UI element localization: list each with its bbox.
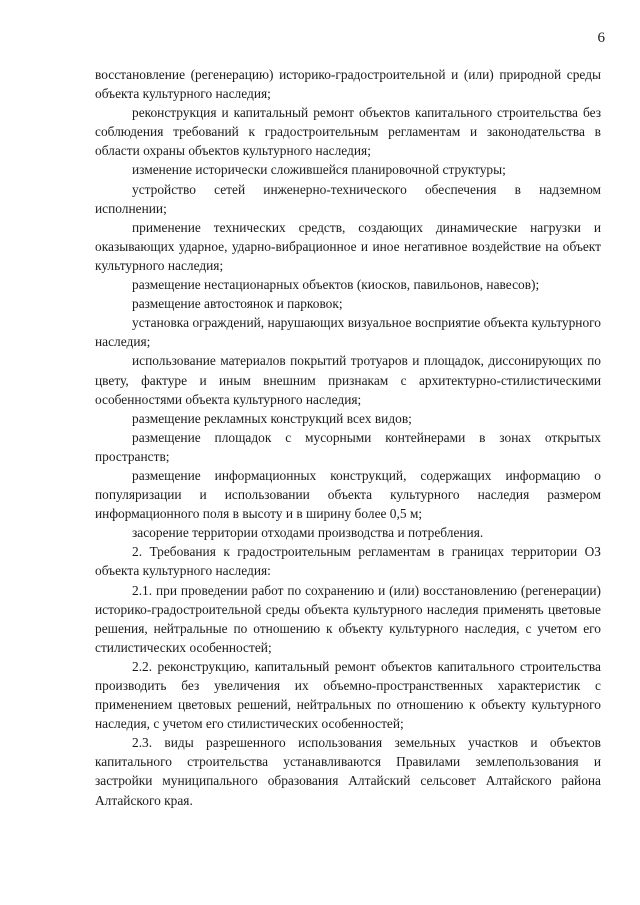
paragraph-11: размещение площадок с мусорными контейнерами в зонах открытых пространств;	[95, 429, 601, 464]
paragraph-8: установка ограждений, нарушающих визуальное восприятие объекта культурного наследия;	[95, 315, 601, 350]
paragraph-3: изменение исторически сложившейся планировочной структуры;	[132, 162, 506, 178]
paragraph-9: использование материалов покрытий тротуаров и площадок, диссонирующих по цвету, фактуре и иным внешним признакам с архитектурно-стилистическими особенностями объекта культурного наследия;	[95, 353, 601, 407]
paragraph-7: размещение автостоянок и парковок;	[132, 296, 343, 312]
paragraph-4: устройство сетей инженерно-технического обеспечения в надземном исполнении;	[95, 181, 601, 216]
paragraph-2: реконструкция и капитальный ремонт объектов капитального строительства без соблюдения требований к градостроительным регламентам и законодательства в области охраны объектов культурного наследия;	[95, 105, 601, 159]
section-2-heading: 2. Требования к градостроительным регламентам в границах территории ОЗ объекта культурного наследия:	[95, 544, 601, 579]
clause-2-1: 2.1. при проведении работ по сохранению и (или) восстановлению (регенерации) историко-градостроительной среды объекта культурного наследия применять цветовые решения, нейтральные по отношению к объекту культурного наследия, с учетом его стилистических особенностей;	[95, 582, 601, 655]
document-body	[95, 65, 601, 810]
paragraph-1: восстановление (регенерацию) историко-градостроительной и (или) природной среды объекта культурного наследия;	[95, 67, 601, 102]
paragraph-5: применение технических средств, создающих динамические нагрузки и оказывающих ударное, ударно-вибрационное и иное негативное воздействие на объект культурного наследия;	[95, 219, 601, 273]
paragraph-13: засорение территории отходами производства и потребления.	[132, 525, 484, 541]
page-number: 6	[597, 30, 605, 46]
clause-2-3: 2.3. виды разрешенного использования земельных участков и объектов капитального строительства устанавливаются Правилами землепользования и застройки муниципального образования Алтайский сельсовет Алтайского района Алтайского края.	[95, 735, 601, 808]
paragraph-6: размещение нестационарных объектов (киосков, павильонов, навесов);	[132, 277, 540, 293]
paragraph-10: размещение рекламных конструкций всех видов;	[132, 410, 412, 426]
paragraph-12: размещение информационных конструкций, содержащих информацию о популяризации и использовании объекта культурного наследия размером информационного поля в высоту и в ширину более 0,5 м;	[95, 467, 601, 522]
clause-2-2: 2.2. реконструкцию, капитальный ремонт объектов капитального строительства производить без увеличения их объемно-пространственных характеристик с применением цветовых решений, нейтральных по отношению к объекту культурного наследия, с учетом его стилистических особенностей;	[95, 658, 601, 732]
